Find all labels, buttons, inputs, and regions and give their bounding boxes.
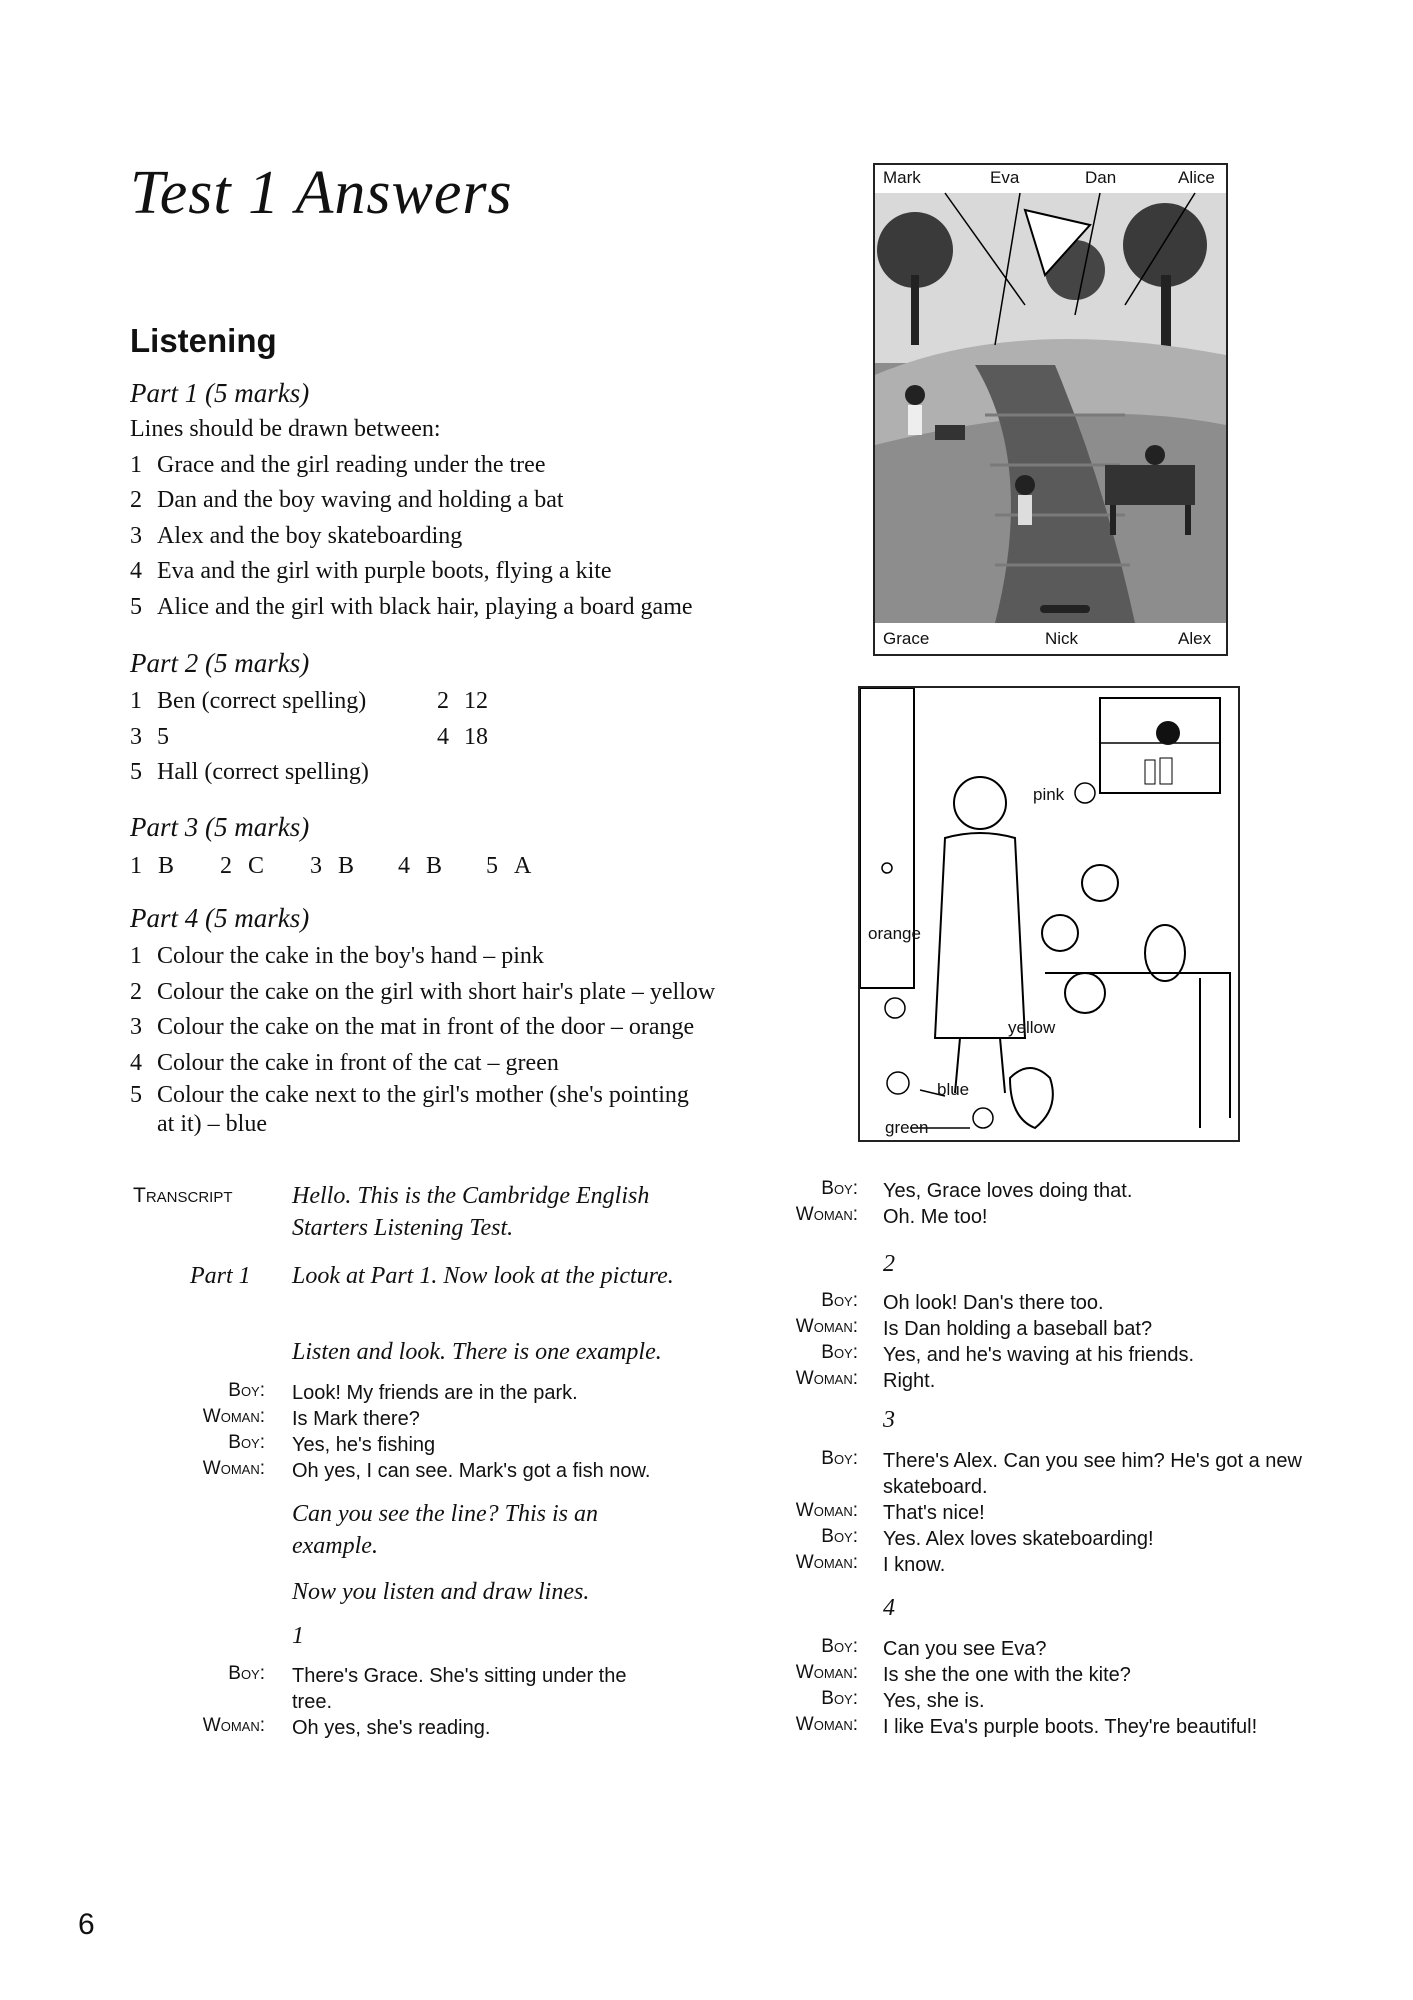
list-item: 5 Hall (correct spelling) (130, 759, 369, 785)
dialogue-line: Woman: Is Dan holding a baseball bat? (795, 1316, 1153, 1340)
dialogue-line: Boy: Look! My friends are in the park. (228, 1380, 578, 1404)
park-name-grace: Grace (883, 629, 930, 648)
question-number-3: 3 (883, 1407, 895, 1433)
transcript-q4 (728, 1636, 1368, 1740)
park-name-mark: Mark (883, 168, 921, 187)
part4-answers (130, 939, 715, 1139)
park-illustration (875, 165, 1226, 654)
kitchen-illustration (860, 688, 1238, 1140)
list-item: 4 Eva and the girl with purple boots, flying a kite (130, 558, 612, 584)
part3-answers: 1 B 2 C 3 B 4 B 5 A (130, 853, 532, 879)
part1-answers (130, 412, 693, 625)
question-number-1: 1 (292, 1623, 304, 1649)
list-item: 4 Colour the cake in front of the cat – green (130, 1049, 559, 1076)
question-number-2: 2 (883, 1251, 895, 1277)
dialogue-line: Boy: There's Alex. Can you see him? He's got a new skateboard. (821, 1448, 1302, 1498)
transcript-q3 (728, 1448, 1328, 1578)
kitchen-label-pink: pink (1033, 785, 1065, 804)
dialogue-line: Woman: Is Mark there? (202, 1406, 420, 1430)
park-name-nick: Nick (1045, 629, 1079, 648)
part1-heading: Part 1 (5 marks) (130, 378, 310, 408)
transcript-see-line: Can you see the line? This is an example. (292, 1501, 598, 1559)
part1-intro: Lines should be drawn between: (130, 416, 441, 442)
dialogue-line: Woman: Oh. Me too! (795, 1204, 988, 1228)
list-item: 1 Grace and the girl reading under the tree (130, 451, 546, 478)
transcript-intro: Hello. This is the Cambridge English Starters Listening Test. (292, 1183, 650, 1241)
list-item: 2 Dan and the boy waving and holding a bat (130, 487, 564, 513)
part4-heading: Part 4 (5 marks) (130, 903, 310, 933)
part3-heading: Part 3 (5 marks) (130, 812, 310, 842)
transcript-listen: Listen and look. There is one example. (292, 1339, 662, 1365)
dialogue-line: Woman: Oh yes, I can see. Mark's got a fish now. (202, 1458, 651, 1482)
dialogue-line: Woman: I like Eva's purple boots. They're beautiful! (795, 1714, 1258, 1738)
list-item: 3 Alex and the boy skateboarding (130, 522, 463, 549)
dialogue-line: Woman: Is she the one with the kite? (795, 1662, 1131, 1686)
page-title: Test 1 Answers (130, 159, 513, 227)
transcript-example (135, 1380, 735, 1484)
section-heading-listening: Listening (130, 322, 277, 359)
kitchen-label-yellow: yellow (1008, 1018, 1056, 1037)
park-name-alice: Alice (1178, 168, 1215, 187)
list-item-continuation: at it) – blue (157, 1111, 267, 1137)
kitchen-label-orange: orange (868, 924, 921, 943)
part2-answers (130, 684, 530, 791)
dialogue-line: Boy: Oh look! Dan's there too. (821, 1290, 1104, 1314)
list-item: 2 Colour the cake on the girl with short hair's plate – yellow (130, 978, 716, 1005)
dialogue-line: Boy: Yes. Alex loves skateboarding! (821, 1526, 1154, 1550)
transcript-part-intro: Look at Part 1. Now look at the picture. (292, 1263, 674, 1289)
dialogue-line: Boy: There's Grace. She's sitting under the tree. (228, 1663, 627, 1713)
transcript-label: Transcript (133, 1184, 233, 1207)
park-name-alex: Alex (1178, 629, 1212, 648)
dialogue-line: Woman: That's nice! (795, 1500, 985, 1524)
kitchen-picture (858, 686, 1240, 1142)
dialogue-line: Woman: Right. (795, 1368, 936, 1392)
dialogue-line: Boy: Yes, Grace loves doing that. (821, 1178, 1133, 1202)
transcript-q2 (728, 1290, 1328, 1394)
part2-heading: Part 2 (5 marks) (130, 648, 310, 678)
list-item: 1 Ben (correct spelling) 2 12 (130, 688, 488, 714)
transcript-q1-continued (728, 1178, 1328, 1230)
list-item: 3 5 4 18 (130, 723, 488, 750)
transcript-q1 (135, 1663, 685, 1741)
list-item: 3 Colour the cake on the mat in front of the door – orange (130, 1014, 695, 1040)
list-item: 1 Colour the cake in the boy's hand – pink (130, 943, 544, 969)
page-number: 6 (78, 1908, 95, 1941)
dialogue-line: Boy: Yes, she is. (821, 1688, 985, 1712)
list-item: 5 Colour the cake next to the girl's mother (she's pointing (130, 1082, 689, 1108)
park-name-dan: Dan (1085, 168, 1117, 187)
list-item: 5 Alice and the girl with black hair, playing a board game (130, 593, 693, 620)
dialogue-line: Woman: I know. (795, 1552, 946, 1576)
dialogue-line: Woman: Oh yes, she's reading. (202, 1715, 491, 1739)
kitchen-label-blue: blue (937, 1080, 970, 1099)
question-number-4: 4 (883, 1595, 895, 1621)
transcript-now-listen: Now you listen and draw lines. (292, 1579, 590, 1605)
transcript-part-label: Part 1 (190, 1263, 251, 1289)
kitchen-label-green: green (885, 1118, 929, 1137)
dialogue-line: Boy: Yes, he's fishing (228, 1432, 436, 1456)
dialogue-line: Boy: Can you see Eva? (821, 1636, 1047, 1660)
dialogue-line: Boy: Yes, and he's waving at his friends. (821, 1342, 1195, 1366)
park-picture (873, 163, 1228, 656)
park-name-eva: Eva (990, 168, 1020, 187)
